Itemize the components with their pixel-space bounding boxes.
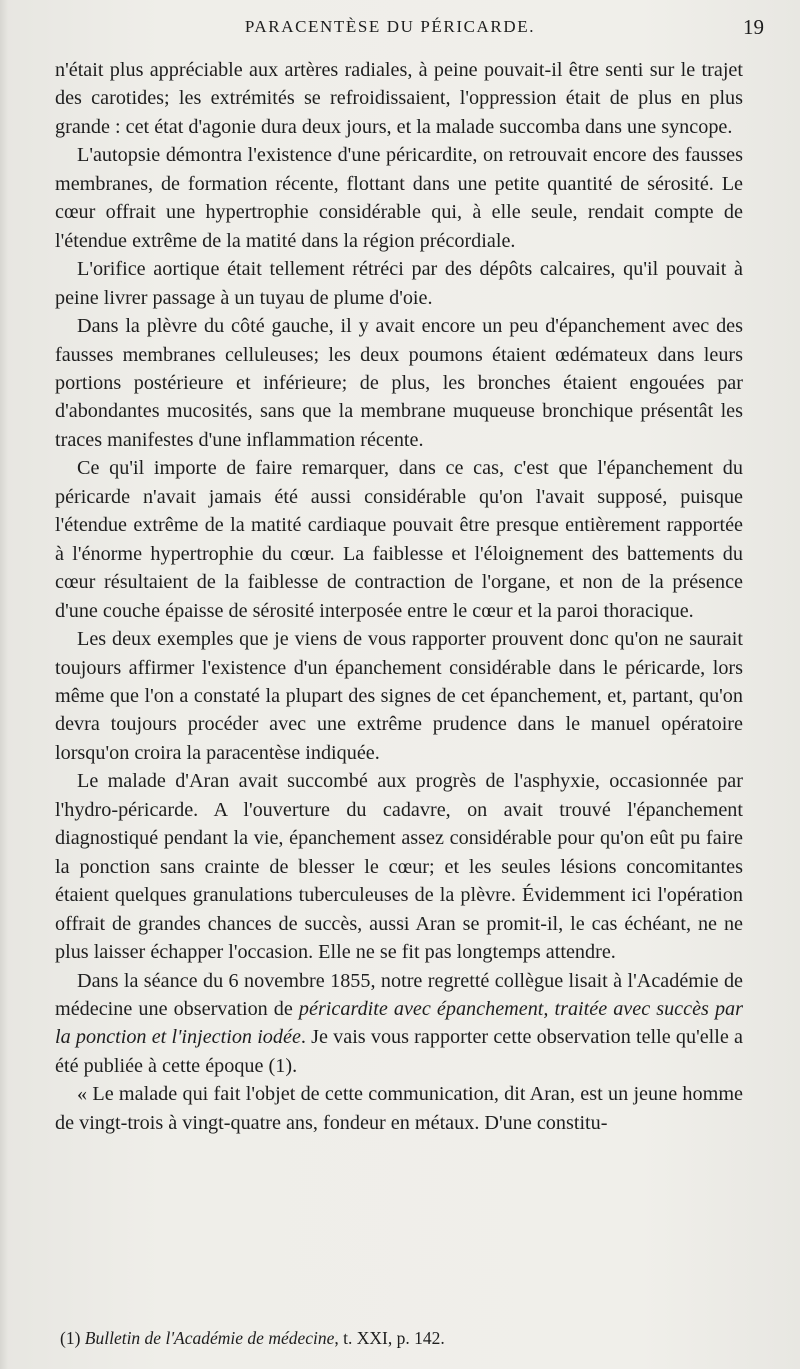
footnote-source-title: Bulletin de l'Académie de médecine <box>84 1328 335 1348</box>
paragraph-8-text-start: Dans la séance du 6 novembre 1855, notre regretté collègue lisait à l'Académie de médecine une observation de <box>55 969 743 1020</box>
paragraph-2: L'autopsie démontra l'existence d'une péricardite, on retrouvait encore des fausses membranes, de formation récente, flottant dans une petite quantité de sérosité. Le cœur offrait une hypertrophie considérable qui, à elle seule, rendait compte de l'étendue extrême de la matité dans la région précordiale. <box>55 144 743 252</box>
paragraph-8-italic-title: péricardite avec épanchement, traitée avec succès par la ponction et l'injection iodée <box>55 997 743 1049</box>
footnote-reference: , t. XXI, p. 142. <box>334 1328 445 1348</box>
main-text <box>55 56 743 1137</box>
running-title: PARACENTÈSE DU PÉRICARDE. <box>244 17 536 36</box>
paragraph-3: L'orifice aortique était tellement rétréci par des dépôts calcaires, qu'il pouvait à peine livrer passage à un tuyau de plume d'oie. <box>55 258 743 309</box>
paragraph-7: Le malade d'Aran avait succombé aux progrès de l'asphyxie, occasionnée par l'hydro-péricarde. A l'ouverture du cadavre, on avait trouvé l'épanchement diagnostiqué pendant la vie, épanchement assez considérable pour qu'on eût pu faire la ponction sans crainte de blesser le cœur; et les seules lésions concomitantes étaient quelques granulations tuberculeuses de la plèvre. Évidemment ici l'opération offrait de grandes chances de succès, aussi Aran se promit-il, le cas échéant, ne ne plus laisser échapper l'occasion. Elle ne se fit pas longtemps attendre. <box>55 770 743 964</box>
page-edge-shadow <box>0 0 8 1369</box>
paragraph-8 <box>55 967 743 1081</box>
footnote-marker: (1) <box>60 1328 85 1348</box>
footnote <box>60 1325 750 1351</box>
paragraph-1: n'était plus appréciable aux artères radiales, à peine pouvait-il être senti sur le trajet des carotides; les extrémités se refroidissaient, l'oppression était de plus en plus grande : cet état d'agonie dura deux jours, et la malade succomba dans une syncope. <box>55 59 743 138</box>
paragraph-5: Ce qu'il importe de faire remarquer, dans ce cas, c'est que l'épanchement du péricarde n'avait jamais été aussi considérable qu'on l'avait supposé, puisque l'étendue extrême de la matité cardiaque pouvait être presque entièrement rapportée à l'énorme hypertrophie du cœur. La faiblesse et l'éloignement des battements du cœur résultaient de la faiblesse de contraction de l'organe, et non de la présence d'une couche épaisse de sérosité interposée entre le cœur et la paroi thoracique. <box>55 457 743 622</box>
page-number: 19 <box>743 15 764 39</box>
paragraph-9: « Le malade qui fait l'objet de cette communication, dit Aran, est un jeune homme de vingt-trois à vingt-quatre ans, fondeur en métaux. D'une constitu- <box>55 1083 743 1134</box>
paragraph-4: Dans la plèvre du côté gauche, il y avait encore un peu d'épanchement avec des fausses membranes celluleuses; les deux poumons étaient œdémateux dans leurs portions postérieure et inférieure; de plus, les bronches étaient engouées par d'abondantes mucosités, sans que la membrane muqueuse bronchique présentât les traces manifestes d'une inflammation récente. <box>55 315 743 451</box>
running-head <box>60 12 764 42</box>
paragraph-8-text-end: . Je vais vous rapporter cette observation telle qu'elle a été publiée à cette époque (1). <box>55 1026 743 1077</box>
paragraph-6: Les deux exemples que je viens de vous rapporter prouvent donc qu'on ne saurait toujours affirmer l'existence d'un épanchement considérable dans le péricarde, lors même que l'on a constaté la plupart des signes de cet épanchement, et, partant, qu'on devra toujours procéder avec une extrême prudence dans le manuel opératoire lorsqu'on croira la paracentèse indiquée. <box>55 628 743 764</box>
